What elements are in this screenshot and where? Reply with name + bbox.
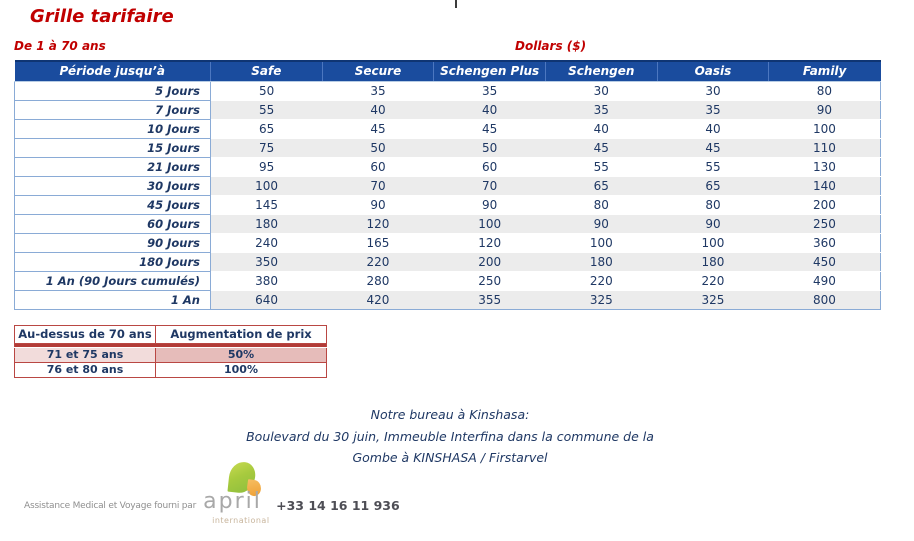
- period-cell: 1 An: [15, 291, 211, 310]
- price-cell: 380: [211, 272, 323, 291]
- price-cell: 45: [434, 120, 546, 139]
- price-cell: 100: [211, 177, 323, 196]
- phone-number: +33 14 16 11 936: [276, 498, 400, 513]
- price-cell: 35: [434, 82, 546, 101]
- price-cell: 145: [211, 196, 323, 215]
- page-title: Grille tarifaire: [30, 6, 174, 27]
- age-column-header: Au-dessus de 70 ans: [15, 326, 156, 344]
- price-cell: 100: [769, 120, 881, 139]
- brand-subtitle: international: [212, 516, 270, 525]
- price-cell: 45: [545, 139, 657, 158]
- price-cell: 90: [434, 196, 546, 215]
- age-surcharge-table: [14, 325, 327, 378]
- price-table-row: [15, 120, 881, 139]
- period-cell: 60 Jours: [15, 215, 211, 234]
- price-cell: 40: [657, 120, 769, 139]
- price-table-row: [15, 215, 881, 234]
- column-header-plan: Safe: [211, 61, 323, 82]
- price-cell: 640: [211, 291, 323, 310]
- price-cell: 65: [211, 120, 323, 139]
- office-note-line: Boulevard du 30 juin, Immeuble Interfina dans la commune de la: [246, 428, 654, 444]
- price-cell: 35: [545, 101, 657, 120]
- price-cell: 65: [545, 177, 657, 196]
- price-cell: 220: [545, 272, 657, 291]
- column-header-plan: Oasis: [657, 61, 769, 82]
- price-cell: 75: [211, 139, 323, 158]
- price-cell: 120: [322, 215, 434, 234]
- price-table-row: [15, 196, 881, 215]
- price-cell: 100: [657, 234, 769, 253]
- price-cell: 490: [769, 272, 881, 291]
- age-table-header-row: [15, 326, 327, 344]
- price-cell: 55: [211, 101, 323, 120]
- age-range-cell: 76 et 80 ans: [15, 363, 156, 378]
- price-cell: 200: [769, 196, 881, 215]
- price-cell: 325: [657, 291, 769, 310]
- price-cell: 70: [322, 177, 434, 196]
- price-cell: 420: [322, 291, 434, 310]
- price-cell: 55: [545, 158, 657, 177]
- period-cell: 45 Jours: [15, 196, 211, 215]
- age-table-row: [15, 348, 327, 363]
- price-table-row: [15, 158, 881, 177]
- price-cell: 45: [322, 120, 434, 139]
- price-cell: 120: [434, 234, 546, 253]
- price-cell: 35: [657, 101, 769, 120]
- period-cell: 180 Jours: [15, 253, 211, 272]
- price-cell: 60: [434, 158, 546, 177]
- price-table-header-row: [15, 61, 881, 82]
- price-table-row: [15, 234, 881, 253]
- price-cell: 280: [322, 272, 434, 291]
- price-cell: 200: [434, 253, 546, 272]
- age-column-header: Augmentation de prix: [156, 326, 327, 344]
- increase-cell: 50%: [156, 348, 327, 363]
- period-cell: 15 Jours: [15, 139, 211, 158]
- price-table-row: [15, 253, 881, 272]
- price-cell: 65: [657, 177, 769, 196]
- price-cell: 80: [657, 196, 769, 215]
- currency-label: Dollars ($): [515, 39, 587, 53]
- price-cell: 40: [322, 101, 434, 120]
- price-cell: 360: [769, 234, 881, 253]
- age-table-row: [15, 363, 327, 378]
- price-cell: 350: [211, 253, 323, 272]
- price-cell: 30: [657, 82, 769, 101]
- period-cell: 7 Jours: [15, 101, 211, 120]
- price-table-row: [15, 177, 881, 196]
- price-cell: 40: [545, 120, 657, 139]
- age-range-cell: 71 et 75 ans: [15, 348, 156, 363]
- footer: [24, 461, 400, 527]
- column-header-plan: Schengen Plus: [434, 61, 546, 82]
- office-note-line: Gombe à KINSHASA / Firstarvel: [352, 450, 548, 465]
- price-cell: 30: [545, 82, 657, 101]
- price-cell: 100: [545, 234, 657, 253]
- price-cell: 220: [322, 253, 434, 272]
- price-cell: 250: [434, 272, 546, 291]
- price-cell: 45: [657, 139, 769, 158]
- office-note-line: Notre bureau à Kinshasa:: [370, 407, 530, 422]
- price-table-row: [15, 291, 881, 310]
- price-cell: 90: [322, 196, 434, 215]
- price-cell: 90: [657, 215, 769, 234]
- price-cell: 35: [322, 82, 434, 101]
- column-header-period: Période jusqu’à: [15, 61, 211, 82]
- office-note: [235, 404, 665, 469]
- price-cell: 240: [211, 234, 323, 253]
- column-header-plan: Family: [769, 61, 881, 82]
- price-cell: 180: [211, 215, 323, 234]
- price-table-row: [15, 272, 881, 291]
- price-cell: 50: [211, 82, 323, 101]
- price-cell: 180: [545, 253, 657, 272]
- column-header-plan: Schengen: [545, 61, 657, 82]
- brand-name: april: [203, 489, 262, 514]
- price-cell: 450: [769, 253, 881, 272]
- price-cell: 70: [434, 177, 546, 196]
- price-cell: 110: [769, 139, 881, 158]
- price-cell: 90: [769, 101, 881, 120]
- price-cell: 55: [657, 158, 769, 177]
- price-cell: 800: [769, 291, 881, 310]
- price-cell: 40: [434, 101, 546, 120]
- price-table-row: [15, 82, 881, 101]
- age-range-label: De 1 à 70 ans: [14, 39, 106, 53]
- price-cell: 80: [769, 82, 881, 101]
- price-cell: 325: [545, 291, 657, 310]
- period-cell: 30 Jours: [15, 177, 211, 196]
- period-cell: 21 Jours: [15, 158, 211, 177]
- price-table-row: [15, 101, 881, 120]
- period-cell: 10 Jours: [15, 120, 211, 139]
- price-cell: 130: [769, 158, 881, 177]
- price-cell: 140: [769, 177, 881, 196]
- price-table-row: [15, 139, 881, 158]
- price-cell: 90: [545, 215, 657, 234]
- price-cell: 180: [657, 253, 769, 272]
- period-cell: 90 Jours: [15, 234, 211, 253]
- provided-by-label: Assistance Medical et Voyage fourni par: [24, 501, 197, 511]
- price-cell: 250: [769, 215, 881, 234]
- price-cell: 50: [322, 139, 434, 158]
- column-header-plan: Secure: [322, 61, 434, 82]
- price-table: [14, 60, 881, 310]
- price-cell: 60: [322, 158, 434, 177]
- period-cell: 1 An (90 Jours cumulés): [15, 272, 211, 291]
- price-cell: 355: [434, 291, 546, 310]
- period-cell: 5 Jours: [15, 82, 211, 101]
- price-cell: 220: [657, 272, 769, 291]
- april-logo: [202, 461, 270, 527]
- price-cell: 95: [211, 158, 323, 177]
- increase-cell: 100%: [156, 363, 327, 378]
- price-cell: 165: [322, 234, 434, 253]
- price-cell: 50: [434, 139, 546, 158]
- price-cell: 80: [545, 196, 657, 215]
- cursor-tick-mark: [455, 0, 457, 8]
- price-cell: 100: [434, 215, 546, 234]
